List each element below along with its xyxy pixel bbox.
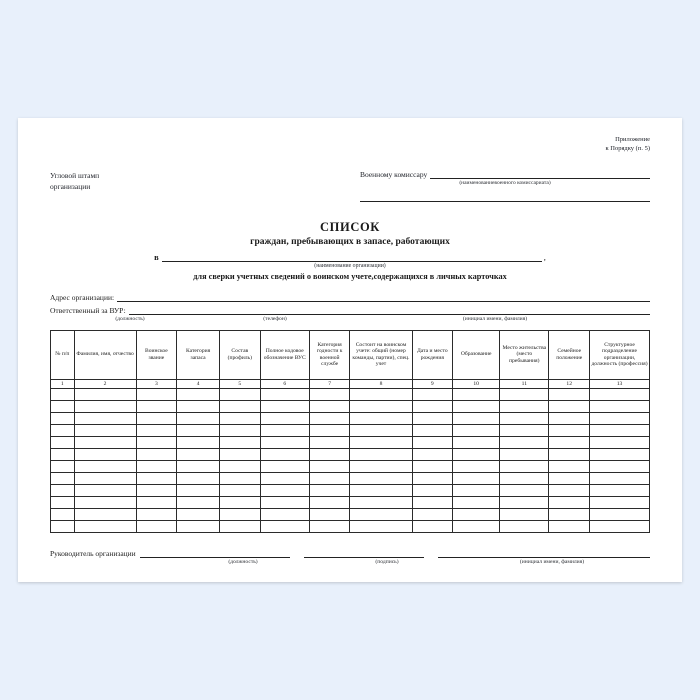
table-cell[interactable] bbox=[350, 460, 412, 472]
table-cell[interactable] bbox=[136, 508, 177, 520]
table-cell[interactable] bbox=[350, 400, 412, 412]
address-input[interactable] bbox=[117, 293, 650, 302]
corner-stamp-block bbox=[50, 170, 230, 193]
commissar-caption: (наименованиевоенного комиссариата) bbox=[459, 179, 551, 186]
table-cell[interactable] bbox=[309, 472, 350, 484]
table-cell[interactable] bbox=[500, 520, 549, 532]
table-cell[interactable] bbox=[74, 388, 136, 400]
table-cell[interactable] bbox=[177, 508, 220, 520]
table-cell[interactable] bbox=[500, 472, 549, 484]
table-cell[interactable] bbox=[309, 424, 350, 436]
stamp-line-1: Угловой штамп bbox=[50, 170, 100, 180]
table-cell[interactable] bbox=[51, 520, 75, 532]
table-cell[interactable] bbox=[51, 448, 75, 460]
table-cell[interactable] bbox=[177, 436, 220, 448]
table-cell[interactable] bbox=[590, 400, 650, 412]
table-header-cell: № п/п bbox=[51, 330, 75, 379]
table-cell[interactable] bbox=[350, 436, 412, 448]
table-cell[interactable] bbox=[177, 472, 220, 484]
table-cell[interactable] bbox=[590, 484, 650, 496]
table-cell[interactable] bbox=[177, 412, 220, 424]
table-cell[interactable] bbox=[500, 412, 549, 424]
table-row[interactable] bbox=[51, 484, 650, 496]
column-number: 2 bbox=[74, 379, 136, 388]
table-cell[interactable] bbox=[350, 388, 412, 400]
table-cell[interactable] bbox=[500, 496, 549, 508]
table-cell[interactable] bbox=[309, 436, 350, 448]
footer-caption-signature: (подпись) bbox=[375, 558, 399, 565]
table-row[interactable] bbox=[51, 388, 650, 400]
org-comma: , bbox=[543, 251, 546, 262]
table-cell[interactable] bbox=[51, 400, 75, 412]
table-cell[interactable] bbox=[549, 508, 590, 520]
table-header-cell: Место жительства (место пребывания) bbox=[500, 330, 549, 379]
table-header-cell: Дата и место рождения bbox=[412, 330, 453, 379]
table-cell[interactable] bbox=[500, 424, 549, 436]
purpose-text: для сверки учетных сведений о воинском учете,содержащихся в личных карточках bbox=[193, 271, 507, 281]
table-header-cell: Категория запаса bbox=[177, 330, 220, 379]
table-cell[interactable] bbox=[136, 400, 177, 412]
column-number: 9 bbox=[412, 379, 453, 388]
table-cell[interactable] bbox=[412, 412, 453, 424]
address-block bbox=[50, 293, 650, 322]
commissar-fill-line[interactable] bbox=[430, 170, 650, 179]
responsible-input[interactable] bbox=[129, 306, 650, 315]
table-cell[interactable] bbox=[549, 460, 590, 472]
table-cell[interactable] bbox=[219, 448, 260, 460]
table-cell[interactable] bbox=[309, 412, 350, 424]
table-cell[interactable] bbox=[260, 484, 309, 496]
column-number: 12 bbox=[549, 379, 590, 388]
table-cell[interactable] bbox=[136, 484, 177, 496]
caption-phone: (телефон) bbox=[263, 315, 287, 322]
footer-label: Руководитель организации bbox=[50, 548, 136, 558]
column-number: 6 bbox=[260, 379, 309, 388]
table-cell[interactable] bbox=[51, 388, 75, 400]
table-cell[interactable] bbox=[309, 484, 350, 496]
table-cell[interactable] bbox=[500, 460, 549, 472]
table-cell[interactable] bbox=[350, 496, 412, 508]
responsible-label: Ответственный за ВУР: bbox=[50, 305, 126, 315]
table-cell[interactable] bbox=[549, 388, 590, 400]
table-cell[interactable] bbox=[453, 460, 500, 472]
footer-caption-spacer bbox=[50, 559, 166, 565]
table-cell[interactable] bbox=[590, 508, 650, 520]
table-cell[interactable] bbox=[51, 424, 75, 436]
table-cell[interactable] bbox=[136, 412, 177, 424]
table-cell[interactable] bbox=[177, 460, 220, 472]
table-header-row bbox=[51, 330, 650, 379]
column-number: 4 bbox=[177, 379, 220, 388]
table-cell[interactable] bbox=[136, 520, 177, 532]
table-cell[interactable] bbox=[412, 436, 453, 448]
table-cell[interactable] bbox=[309, 520, 350, 532]
table-cell[interactable] bbox=[412, 388, 453, 400]
table-cell[interactable] bbox=[177, 400, 220, 412]
table-cell[interactable] bbox=[260, 412, 309, 424]
table-cell[interactable] bbox=[309, 508, 350, 520]
table-cell[interactable] bbox=[51, 436, 75, 448]
table-cell[interactable] bbox=[260, 520, 309, 532]
table-cell[interactable] bbox=[549, 472, 590, 484]
table-cell[interactable] bbox=[260, 460, 309, 472]
table-cell[interactable] bbox=[136, 436, 177, 448]
table-cell[interactable] bbox=[51, 484, 75, 496]
responsible-captions bbox=[50, 316, 650, 322]
table-cell[interactable] bbox=[74, 460, 136, 472]
column-number: 3 bbox=[136, 379, 177, 388]
table-body bbox=[51, 388, 650, 532]
table-cell[interactable] bbox=[549, 424, 590, 436]
table-cell[interactable] bbox=[136, 472, 177, 484]
table-cell[interactable] bbox=[500, 388, 549, 400]
page-subtitle: граждан, пребывающих в запасе, работающих bbox=[250, 236, 450, 247]
table-cell[interactable] bbox=[590, 472, 650, 484]
header-row bbox=[50, 170, 650, 202]
table-cell[interactable] bbox=[219, 484, 260, 496]
table-cell[interactable] bbox=[549, 520, 590, 532]
table-cell[interactable] bbox=[260, 400, 309, 412]
column-number: 1 bbox=[51, 379, 75, 388]
table-header-cell: Состоит на воинском учете: общий (номер команды, партии), спец. учет bbox=[350, 330, 412, 379]
caption-initials: (инициал имени, фамилия) bbox=[462, 315, 528, 322]
table-cell[interactable] bbox=[51, 460, 75, 472]
appendix-line-1: Приложение bbox=[615, 136, 650, 143]
table-cell[interactable] bbox=[177, 388, 220, 400]
table-cell[interactable] bbox=[412, 508, 453, 520]
table-row[interactable] bbox=[51, 412, 650, 424]
table-row[interactable] bbox=[51, 448, 650, 460]
commissar-extra-line[interactable] bbox=[360, 192, 650, 202]
table-header-cell: Образование bbox=[453, 330, 500, 379]
table-cell[interactable] bbox=[309, 400, 350, 412]
table-cell[interactable] bbox=[412, 496, 453, 508]
table-cell[interactable] bbox=[74, 484, 136, 496]
table-cell[interactable] bbox=[549, 436, 590, 448]
table-cell[interactable] bbox=[136, 424, 177, 436]
table-cell[interactable] bbox=[412, 520, 453, 532]
table-header-cell: Категория годности к военной службе bbox=[309, 330, 350, 379]
table-row[interactable] bbox=[51, 400, 650, 412]
table-cell[interactable] bbox=[453, 448, 500, 460]
table-cell[interactable] bbox=[590, 388, 650, 400]
table-cell[interactable] bbox=[136, 496, 177, 508]
table-row[interactable] bbox=[51, 508, 650, 520]
table-cell[interactable] bbox=[412, 424, 453, 436]
table-cell[interactable] bbox=[350, 484, 412, 496]
org-name-input[interactable] bbox=[162, 252, 542, 262]
table-cell[interactable] bbox=[219, 388, 260, 400]
table-cell[interactable] bbox=[590, 448, 650, 460]
org-prefix: в bbox=[154, 251, 159, 262]
table-cell[interactable] bbox=[412, 472, 453, 484]
table-cell[interactable] bbox=[453, 496, 500, 508]
table-header-cell: Структурное подразделение организации, должность (профессия) bbox=[590, 330, 650, 379]
registry-table bbox=[50, 330, 650, 533]
table-row[interactable] bbox=[51, 520, 650, 532]
footer-caption-position: (должность) bbox=[228, 558, 258, 565]
table-cell[interactable] bbox=[590, 496, 650, 508]
table-header-cell: Воинское звание bbox=[136, 330, 177, 379]
table-cell[interactable] bbox=[51, 472, 75, 484]
table-cell[interactable] bbox=[412, 400, 453, 412]
table-cell[interactable] bbox=[350, 520, 412, 532]
footer-caption-initials: (инициал имени, фамилия) bbox=[519, 558, 585, 565]
table-cell[interactable] bbox=[136, 388, 177, 400]
table-cell[interactable] bbox=[549, 412, 590, 424]
table-cell[interactable] bbox=[412, 460, 453, 472]
column-number: 13 bbox=[590, 379, 650, 388]
table-cell[interactable] bbox=[74, 424, 136, 436]
column-number: 11 bbox=[500, 379, 549, 388]
document-page bbox=[18, 118, 682, 582]
document-sheet bbox=[18, 118, 682, 582]
address-label: Адрес организации: bbox=[50, 292, 115, 302]
table-cell[interactable] bbox=[412, 484, 453, 496]
table-cell[interactable] bbox=[74, 436, 136, 448]
table-cell[interactable] bbox=[260, 424, 309, 436]
table-cell[interactable] bbox=[549, 496, 590, 508]
table-cell[interactable] bbox=[177, 484, 220, 496]
table-cell[interactable] bbox=[219, 436, 260, 448]
column-number: 5 bbox=[219, 379, 260, 388]
table-cell[interactable] bbox=[350, 472, 412, 484]
table-cell[interactable] bbox=[74, 520, 136, 532]
column-number: 7 bbox=[309, 379, 350, 388]
table-header-cell: Состав (профиль) bbox=[219, 330, 260, 379]
table-cell[interactable] bbox=[453, 508, 500, 520]
table-row[interactable] bbox=[51, 472, 650, 484]
column-number: 10 bbox=[453, 379, 500, 388]
table-cell[interactable] bbox=[177, 448, 220, 460]
table-cell[interactable] bbox=[309, 496, 350, 508]
table-cell[interactable] bbox=[74, 412, 136, 424]
table-cell[interactable] bbox=[549, 484, 590, 496]
table-cell[interactable] bbox=[590, 424, 650, 436]
table-cell[interactable] bbox=[309, 448, 350, 460]
table-cell[interactable] bbox=[260, 508, 309, 520]
table-cell[interactable] bbox=[51, 496, 75, 508]
table-cell[interactable] bbox=[219, 400, 260, 412]
table-cell[interactable] bbox=[309, 388, 350, 400]
commissar-block bbox=[360, 170, 650, 202]
table-cell[interactable] bbox=[350, 412, 412, 424]
table-cell[interactable] bbox=[453, 388, 500, 400]
table-cell[interactable] bbox=[549, 400, 590, 412]
table-cell[interactable] bbox=[350, 424, 412, 436]
table-row[interactable] bbox=[51, 496, 650, 508]
table-header-cell: Фамилия, имя, отчество bbox=[74, 330, 136, 379]
org-name-line bbox=[50, 252, 650, 262]
table-cell[interactable] bbox=[453, 484, 500, 496]
table-cell[interactable] bbox=[500, 400, 549, 412]
table-cell[interactable] bbox=[350, 508, 412, 520]
table-cell[interactable] bbox=[260, 448, 309, 460]
table-cell[interactable] bbox=[500, 508, 549, 520]
table-column-number-row bbox=[51, 379, 650, 388]
table-cell[interactable] bbox=[453, 436, 500, 448]
footer-signature-input[interactable] bbox=[304, 549, 424, 558]
table-cell[interactable] bbox=[136, 460, 177, 472]
table-cell[interactable] bbox=[136, 448, 177, 460]
table-cell[interactable] bbox=[590, 520, 650, 532]
footer-initials-input[interactable] bbox=[438, 549, 650, 558]
footer-block bbox=[50, 549, 650, 565]
table-cell[interactable] bbox=[219, 520, 260, 532]
table-cell[interactable] bbox=[51, 412, 75, 424]
page-title: СПИСОК bbox=[320, 219, 380, 234]
table-cell[interactable] bbox=[590, 436, 650, 448]
table-cell[interactable] bbox=[309, 460, 350, 472]
table-cell[interactable] bbox=[412, 448, 453, 460]
table-cell[interactable] bbox=[219, 412, 260, 424]
table-cell[interactable] bbox=[453, 472, 500, 484]
table-cell[interactable] bbox=[219, 496, 260, 508]
table-cell[interactable] bbox=[260, 496, 309, 508]
table-cell[interactable] bbox=[177, 496, 220, 508]
table-cell[interactable] bbox=[219, 424, 260, 436]
table-cell[interactable] bbox=[350, 448, 412, 460]
footer-captions bbox=[50, 559, 650, 565]
table-header-cell: Семейное положение bbox=[549, 330, 590, 379]
table-cell[interactable] bbox=[219, 460, 260, 472]
table-cell[interactable] bbox=[51, 508, 75, 520]
table-cell[interactable] bbox=[453, 400, 500, 412]
table-cell[interactable] bbox=[260, 472, 309, 484]
table-cell[interactable] bbox=[219, 508, 260, 520]
commissar-label: Военному комиссару bbox=[360, 169, 428, 179]
table-header-cell: Полное кодовое обозначение ВУС bbox=[260, 330, 309, 379]
table-cell[interactable] bbox=[74, 448, 136, 460]
table-cell[interactable] bbox=[74, 508, 136, 520]
table-cell[interactable] bbox=[500, 436, 549, 448]
table-cell[interactable] bbox=[260, 388, 309, 400]
table-cell[interactable] bbox=[590, 460, 650, 472]
caption-position: (должность) bbox=[115, 315, 145, 322]
table-cell[interactable] bbox=[177, 424, 220, 436]
table-cell[interactable] bbox=[260, 436, 309, 448]
table-cell[interactable] bbox=[549, 448, 590, 460]
table-cell[interactable] bbox=[177, 520, 220, 532]
table-cell[interactable] bbox=[74, 400, 136, 412]
table-cell[interactable] bbox=[453, 412, 500, 424]
table-row[interactable] bbox=[51, 436, 650, 448]
table-row[interactable] bbox=[51, 424, 650, 436]
appendix-line-2: к Порядку (п. 5) bbox=[605, 144, 650, 152]
table-cell[interactable] bbox=[453, 520, 500, 532]
table-cell[interactable] bbox=[219, 472, 260, 484]
table-cell[interactable] bbox=[453, 424, 500, 436]
table-cell[interactable] bbox=[590, 412, 650, 424]
column-number: 8 bbox=[350, 379, 412, 388]
table-row[interactable] bbox=[51, 460, 650, 472]
footer-position-input[interactable] bbox=[140, 549, 290, 558]
appendix-block bbox=[50, 136, 650, 154]
stamp-line-2: организации bbox=[50, 181, 91, 191]
table-cell[interactable] bbox=[500, 484, 549, 496]
table-cell[interactable] bbox=[74, 496, 136, 508]
table-cell[interactable] bbox=[500, 448, 549, 460]
org-name-caption: (наименование организации) bbox=[314, 262, 386, 269]
table-cell[interactable] bbox=[74, 472, 136, 484]
